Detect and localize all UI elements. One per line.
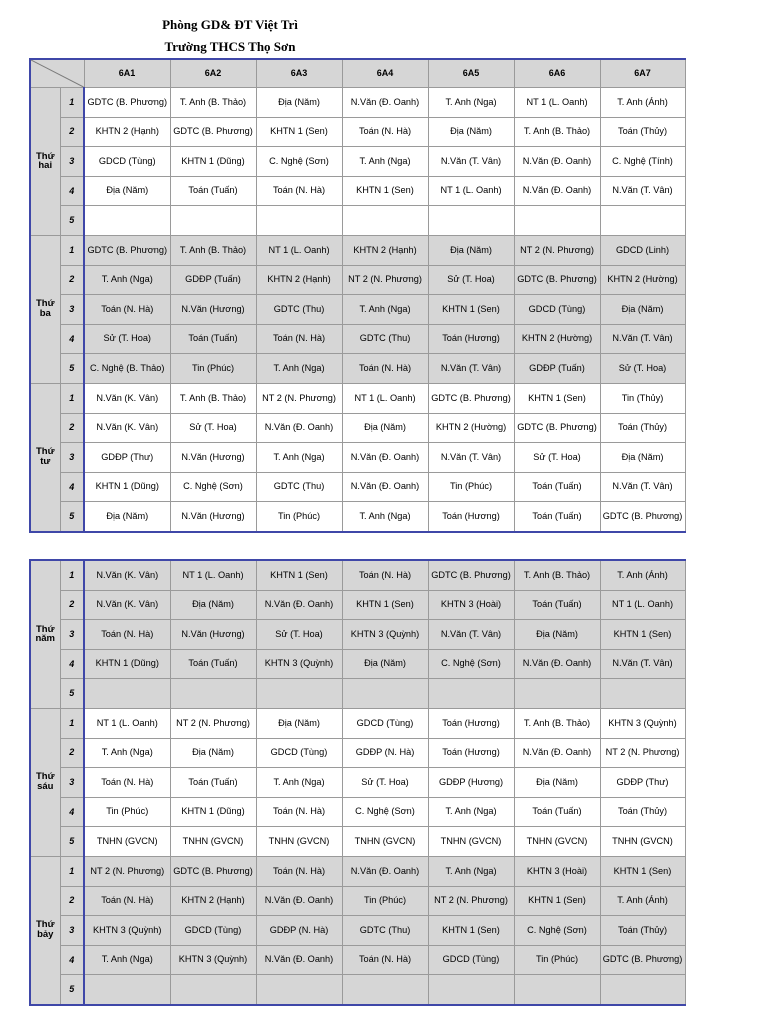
lesson-cell: KHTN 2 (Hạnh)	[170, 886, 256, 916]
period-row	[30, 265, 685, 295]
period-row	[30, 176, 685, 206]
lesson-cell: Toán (Hương)	[428, 324, 514, 354]
period-row	[30, 560, 685, 590]
lesson-cell: KHTN 2 (Hường)	[514, 324, 600, 354]
class-header: 6A4	[342, 59, 428, 88]
class-header: 6A1	[84, 59, 170, 88]
lesson-cell: GDĐP (Thư)	[84, 443, 170, 473]
lesson-cell: Tin (Phúc)	[342, 886, 428, 916]
lesson-cell: C. Nghệ (B. Thảo)	[84, 354, 170, 384]
period-row	[30, 413, 685, 443]
lesson-cell: N.Văn (K. Vân)	[84, 560, 170, 590]
lesson-cell: N.Văn (T. Vân)	[428, 443, 514, 473]
lesson-cell: Địa (Năm)	[428, 117, 514, 147]
lesson-cell: T. Anh (Nga)	[256, 768, 342, 798]
lesson-cell: NT 1 (L. Oanh)	[170, 560, 256, 590]
lesson-cell	[256, 975, 342, 1005]
period-row	[30, 708, 685, 738]
day-label: Thứ tư	[30, 383, 60, 531]
lesson-cell: N.Văn (K. Vân)	[84, 383, 170, 413]
lesson-cell: Sử (T. Hoa)	[84, 324, 170, 354]
period-number: 3	[60, 768, 84, 798]
period-row	[30, 443, 685, 473]
day-label: Thứ ba	[30, 235, 60, 383]
lesson-cell: KHTN 2 (Hường)	[428, 413, 514, 443]
lesson-cell: GDĐP (N. Hà)	[256, 916, 342, 946]
lesson-cell: Địa (Năm)	[170, 590, 256, 620]
lesson-cell: N.Văn (Đ. Oanh)	[342, 88, 428, 118]
lesson-cell: T. Anh (Nga)	[428, 88, 514, 118]
lesson-cell: KHTN 1 (Dũng)	[84, 472, 170, 502]
lesson-cell: T. Anh (B. Thảo)	[514, 560, 600, 590]
lesson-cell: Tin (Phúc)	[514, 945, 600, 975]
lesson-cell: N.Văn (T. Vân)	[600, 176, 685, 206]
lesson-cell: GDTC (B. Phương)	[600, 502, 685, 532]
day-label: Thứ năm	[30, 560, 60, 708]
lesson-cell: Toán (N. Hà)	[256, 797, 342, 827]
lesson-cell	[428, 679, 514, 709]
period-number: 5	[60, 975, 84, 1005]
period-number: 4	[60, 472, 84, 502]
lesson-cell	[342, 679, 428, 709]
lesson-cell: TNHN (GVCN)	[428, 827, 514, 857]
lesson-cell: Toán (N. Hà)	[84, 768, 170, 798]
lesson-cell: Sử (T. Hoa)	[600, 354, 685, 384]
lesson-cell: T. Anh (Ánh)	[600, 560, 685, 590]
lesson-cell: KHTN 3 (Quỳnh)	[84, 916, 170, 946]
lesson-cell: T. Anh (B. Thảo)	[170, 88, 256, 118]
lesson-cell: KHTN 1 (Sen)	[256, 560, 342, 590]
period-row	[30, 354, 685, 384]
day-label: Thứ hai	[30, 88, 60, 236]
period-row	[30, 383, 685, 413]
lesson-cell: KHTN 1 (Sen)	[600, 620, 685, 650]
lesson-cell: Địa (Năm)	[600, 443, 685, 473]
lesson-cell: KHTN 3 (Quỳnh)	[342, 620, 428, 650]
period-row	[30, 472, 685, 502]
lesson-cell	[84, 206, 170, 236]
lesson-cell: Địa (Năm)	[342, 649, 428, 679]
period-number: 3	[60, 620, 84, 650]
lesson-cell: GDĐP (Tuấn)	[170, 265, 256, 295]
period-row	[30, 886, 685, 916]
lesson-cell: T. Anh (B. Thảo)	[170, 235, 256, 265]
lesson-cell: Toán (Tuấn)	[170, 768, 256, 798]
class-header: 6A5	[428, 59, 514, 88]
lesson-cell: GDTC (B. Phương)	[428, 383, 514, 413]
corner-cell	[30, 59, 84, 88]
lesson-cell: Toán (N. Hà)	[342, 354, 428, 384]
lesson-cell: Toán (Hương)	[428, 502, 514, 532]
lesson-cell: GDTC (B. Phương)	[514, 413, 600, 443]
lesson-cell: Địa (Năm)	[514, 768, 600, 798]
period-row	[30, 916, 685, 946]
period-row	[30, 738, 685, 768]
lesson-cell: T. Anh (Nga)	[84, 265, 170, 295]
lesson-cell: GDCD (Tùng)	[256, 738, 342, 768]
lesson-cell: GDĐP (N. Hà)	[342, 738, 428, 768]
day-label: Thứ sáu	[30, 708, 60, 856]
lesson-cell: T. Anh (Nga)	[256, 354, 342, 384]
lesson-cell: Toán (N. Hà)	[342, 945, 428, 975]
lesson-cell: KHTN 3 (Quỳnh)	[170, 945, 256, 975]
lesson-cell: N.Văn (Hương)	[170, 443, 256, 473]
lesson-cell: N.Văn (Đ. Oanh)	[514, 147, 600, 177]
period-row	[30, 649, 685, 679]
lesson-cell: Toán (N. Hà)	[256, 856, 342, 886]
lesson-cell: NT 2 (N. Phương)	[428, 886, 514, 916]
lesson-cell: NT 1 (L. Oanh)	[428, 176, 514, 206]
lesson-cell: N.Văn (K. Vân)	[84, 413, 170, 443]
period-row	[30, 590, 685, 620]
lesson-cell: T. Anh (Nga)	[342, 502, 428, 532]
lesson-cell: Toán (N. Hà)	[84, 620, 170, 650]
lesson-cell: N.Văn (Hương)	[170, 502, 256, 532]
period-row	[30, 117, 685, 147]
period-number: 2	[60, 886, 84, 916]
lesson-cell: NT 2 (N. Phương)	[600, 738, 685, 768]
lesson-cell: TNHN (GVCN)	[342, 827, 428, 857]
lesson-cell: KHTN 2 (Hường)	[600, 265, 685, 295]
period-row	[30, 295, 685, 325]
period-row	[30, 975, 685, 1005]
lesson-cell: NT 2 (N. Phương)	[84, 856, 170, 886]
period-number: 5	[60, 679, 84, 709]
lesson-cell: Tin (Phúc)	[428, 472, 514, 502]
lesson-cell: C. Nghệ (Sơn)	[256, 147, 342, 177]
lesson-cell: Toán (Tuấn)	[514, 502, 600, 532]
lesson-cell: Toán (Thủy)	[600, 117, 685, 147]
period-row	[30, 945, 685, 975]
period-number: 3	[60, 443, 84, 473]
lesson-cell: N.Văn (K. Vân)	[84, 590, 170, 620]
period-number: 1	[60, 856, 84, 886]
lesson-cell: GDTC (B. Phương)	[514, 265, 600, 295]
lesson-cell: NT 1 (L. Oanh)	[514, 88, 600, 118]
lesson-cell	[84, 679, 170, 709]
lesson-cell: GDTC (Thu)	[256, 295, 342, 325]
lesson-cell: Toán (Tuấn)	[170, 176, 256, 206]
lesson-cell: N.Văn (Đ. Oanh)	[256, 886, 342, 916]
period-number: 1	[60, 560, 84, 590]
lesson-cell: Toán (N. Hà)	[256, 324, 342, 354]
period-row	[30, 88, 685, 118]
lesson-cell: N.Văn (T. Vân)	[428, 620, 514, 650]
lesson-cell: Địa (Năm)	[170, 738, 256, 768]
lesson-cell	[600, 679, 685, 709]
lesson-cell: N.Văn (Hương)	[170, 620, 256, 650]
lesson-cell: Tin (Phúc)	[84, 797, 170, 827]
lesson-cell: GDTC (Thu)	[342, 916, 428, 946]
lesson-cell: T. Anh (B. Thảo)	[170, 383, 256, 413]
lesson-cell: GDTC (B. Phương)	[84, 235, 170, 265]
period-number: 3	[60, 147, 84, 177]
lesson-cell: GDĐP (Tuấn)	[514, 354, 600, 384]
lesson-cell: GDTC (B. Phương)	[428, 560, 514, 590]
lesson-cell: C. Nghệ (Sơn)	[428, 649, 514, 679]
period-number: 2	[60, 738, 84, 768]
school-title: Trường THCS Thọ Sơn	[164, 39, 296, 54]
lesson-cell: Địa (Năm)	[428, 235, 514, 265]
period-row	[30, 856, 685, 886]
lesson-cell: NT 2 (N. Phương)	[514, 235, 600, 265]
lesson-cell: Toán (Tuấn)	[170, 324, 256, 354]
lesson-cell: TNHN (GVCN)	[170, 827, 256, 857]
lesson-cell: GDCD (Tùng)	[514, 295, 600, 325]
lesson-cell: N.Văn (Đ. Oanh)	[514, 649, 600, 679]
lesson-cell: Toán (Thủy)	[600, 916, 685, 946]
period-number: 4	[60, 176, 84, 206]
period-number: 1	[60, 88, 84, 118]
period-row	[30, 797, 685, 827]
lesson-cell: N.Văn (T. Vân)	[428, 147, 514, 177]
lesson-cell: N.Văn (T. Vân)	[428, 354, 514, 384]
lesson-cell: T. Anh (Nga)	[428, 797, 514, 827]
lesson-cell: GDTC (B. Phương)	[84, 88, 170, 118]
lesson-cell: Toán (N. Hà)	[256, 176, 342, 206]
lesson-cell: KHTN 1 (Sen)	[428, 295, 514, 325]
lesson-cell: C. Nghệ (Sơn)	[342, 797, 428, 827]
period-number: 4	[60, 797, 84, 827]
lesson-cell: Địa (Năm)	[342, 413, 428, 443]
lesson-cell: N.Văn (Đ. Oanh)	[514, 176, 600, 206]
lesson-cell: GDTC (Thu)	[342, 324, 428, 354]
lesson-cell: KHTN 1 (Sen)	[342, 176, 428, 206]
lesson-cell: Địa (Năm)	[600, 295, 685, 325]
lesson-cell: T. Anh (Nga)	[428, 856, 514, 886]
lesson-cell: KHTN 1 (Sen)	[256, 117, 342, 147]
lesson-cell: Toán (Thủy)	[600, 797, 685, 827]
lesson-cell	[600, 206, 685, 236]
lesson-cell: Sử (T. Hoa)	[256, 620, 342, 650]
lesson-cell	[428, 206, 514, 236]
lesson-cell: C. Nghệ (Tính)	[600, 147, 685, 177]
lesson-cell: N.Văn (Đ. Oanh)	[342, 443, 428, 473]
period-number: 3	[60, 295, 84, 325]
period-number: 2	[60, 265, 84, 295]
lesson-cell: N.Văn (Đ. Oanh)	[256, 945, 342, 975]
lesson-cell: Tin (Phúc)	[170, 354, 256, 384]
lesson-cell: NT 1 (L. Oanh)	[342, 383, 428, 413]
lesson-cell: KHTN 1 (Sen)	[514, 886, 600, 916]
period-row	[30, 206, 685, 236]
lesson-cell: KHTN 1 (Dũng)	[170, 797, 256, 827]
lesson-cell: GDTC (B. Phương)	[170, 856, 256, 886]
period-row	[30, 679, 685, 709]
lesson-cell: GDTC (B. Phương)	[170, 117, 256, 147]
period-number: 4	[60, 649, 84, 679]
lesson-cell: GDCD (Tùng)	[84, 147, 170, 177]
lesson-cell: Tin (Phúc)	[256, 502, 342, 532]
lesson-cell: GDCD (Tùng)	[342, 708, 428, 738]
period-number: 5	[60, 502, 84, 532]
lesson-cell: N.Văn (T. Vân)	[600, 472, 685, 502]
lesson-cell: T. Anh (Nga)	[84, 945, 170, 975]
lesson-cell: N.Văn (T. Vân)	[600, 649, 685, 679]
lesson-cell: Sử (T. Hoa)	[342, 768, 428, 798]
lesson-cell: GDTC (Thu)	[256, 472, 342, 502]
lesson-cell: KHTN 2 (Hạnh)	[256, 265, 342, 295]
period-row	[30, 620, 685, 650]
lesson-cell: T. Anh (Nga)	[342, 295, 428, 325]
class-header: 6A3	[256, 59, 342, 88]
lesson-cell: NT 2 (N. Phương)	[170, 708, 256, 738]
lesson-cell: NT 2 (N. Phương)	[342, 265, 428, 295]
lesson-cell: N.Văn (T. Vân)	[600, 324, 685, 354]
lesson-cell: KHTN 3 (Quỳnh)	[256, 649, 342, 679]
period-number: 4	[60, 945, 84, 975]
lesson-cell: KHTN 3 (Hoài)	[514, 856, 600, 886]
lesson-cell: N.Văn (Đ. Oanh)	[514, 738, 600, 768]
period-number: 1	[60, 708, 84, 738]
period-row	[30, 235, 685, 265]
lesson-cell: T. Anh (Nga)	[84, 738, 170, 768]
lesson-cell	[170, 206, 256, 236]
class-header: 6A2	[170, 59, 256, 88]
lesson-cell: NT 2 (N. Phương)	[256, 383, 342, 413]
lesson-cell: N.Văn (Đ. Oanh)	[256, 413, 342, 443]
lesson-cell: GDCD (Tùng)	[170, 916, 256, 946]
lesson-cell: KHTN 2 (Hạnh)	[84, 117, 170, 147]
lesson-cell	[428, 975, 514, 1005]
lesson-cell: Toán (Tuấn)	[170, 649, 256, 679]
lesson-cell: Sử (T. Hoa)	[170, 413, 256, 443]
office-title: Phòng GD& ĐT Việt Trì	[162, 17, 298, 32]
lesson-cell: Toán (Tuấn)	[514, 590, 600, 620]
lesson-cell	[170, 679, 256, 709]
timetable-bottom	[29, 559, 686, 1006]
lesson-cell: KHTN 1 (Sen)	[428, 916, 514, 946]
lesson-cell: Toán (Hương)	[428, 708, 514, 738]
lesson-cell: Toán (N. Hà)	[342, 117, 428, 147]
lesson-cell: Toán (Tuấn)	[514, 472, 600, 502]
class-header: 6A6	[514, 59, 600, 88]
lesson-cell: NT 1 (L. Oanh)	[256, 235, 342, 265]
period-number: 5	[60, 354, 84, 384]
lesson-cell: Địa (Năm)	[256, 708, 342, 738]
lesson-cell: Toán (Thủy)	[600, 413, 685, 443]
lesson-cell: Địa (Năm)	[256, 88, 342, 118]
lesson-cell: NT 1 (L. Oanh)	[600, 590, 685, 620]
period-row	[30, 502, 685, 532]
lesson-cell: Địa (Năm)	[84, 502, 170, 532]
lesson-cell: N.Văn (Đ. Oanh)	[342, 472, 428, 502]
lesson-cell: Địa (Năm)	[514, 620, 600, 650]
period-number: 5	[60, 827, 84, 857]
period-row	[30, 827, 685, 857]
lesson-cell	[342, 975, 428, 1005]
period-number: 2	[60, 413, 84, 443]
lesson-cell: Toán (Hương)	[428, 738, 514, 768]
lesson-cell: Toán (N. Hà)	[84, 295, 170, 325]
lesson-cell	[600, 975, 685, 1005]
lesson-cell: KHTN 3 (Hoài)	[428, 590, 514, 620]
lesson-cell: Toán (N. Hà)	[342, 560, 428, 590]
lesson-cell: N.Văn (Đ. Oanh)	[256, 590, 342, 620]
lesson-cell	[256, 679, 342, 709]
lesson-cell: NT 1 (L. Oanh)	[84, 708, 170, 738]
lesson-cell	[170, 975, 256, 1005]
lesson-cell: KHTN 1 (Sen)	[514, 383, 600, 413]
lesson-cell: T. Anh (B. Thảo)	[514, 117, 600, 147]
lesson-cell: T. Anh (Nga)	[256, 443, 342, 473]
lesson-cell: Tin (Thủy)	[600, 383, 685, 413]
period-number: 2	[60, 590, 84, 620]
period-number: 3	[60, 916, 84, 946]
period-number: 1	[60, 235, 84, 265]
lesson-cell: Địa (Năm)	[84, 176, 170, 206]
class-header: 6A7	[600, 59, 685, 88]
lesson-cell: T. Anh (Ánh)	[600, 88, 685, 118]
lesson-cell	[514, 206, 600, 236]
period-number: 2	[60, 117, 84, 147]
lesson-cell: T. Anh (B. Thảo)	[514, 708, 600, 738]
class-header-row	[30, 59, 685, 88]
lesson-cell: Sử (T. Hoa)	[428, 265, 514, 295]
lesson-cell: KHTN 2 (Hạnh)	[342, 235, 428, 265]
lesson-cell: Sử (T. Hoa)	[514, 443, 600, 473]
lesson-cell: TNHN (GVCN)	[600, 827, 685, 857]
lesson-cell: N.Văn (Đ. Oanh)	[342, 856, 428, 886]
lesson-cell	[342, 206, 428, 236]
lesson-cell	[84, 975, 170, 1005]
lesson-cell: GDCD (Linh)	[600, 235, 685, 265]
lesson-cell	[256, 206, 342, 236]
lesson-cell: C. Nghệ (Sơn)	[514, 916, 600, 946]
lesson-cell: Toán (N. Hà)	[84, 886, 170, 916]
lesson-cell: KHTN 1 (Sen)	[342, 590, 428, 620]
timetable-top	[29, 58, 686, 533]
day-label: Thứ bảy	[30, 856, 60, 1004]
lesson-cell: C. Nghệ (Sơn)	[170, 472, 256, 502]
lesson-cell: TNHN (GVCN)	[256, 827, 342, 857]
lesson-cell: TNHN (GVCN)	[514, 827, 600, 857]
lesson-cell	[514, 679, 600, 709]
lesson-cell: GDĐP (Thư)	[600, 768, 685, 798]
lesson-cell: KHTN 1 (Sen)	[600, 856, 685, 886]
period-number: 5	[60, 206, 84, 236]
lesson-cell: Toán (Tuấn)	[514, 797, 600, 827]
lesson-cell: GDCD (Tùng)	[428, 945, 514, 975]
period-number: 1	[60, 383, 84, 413]
lesson-cell: GDĐP (Hương)	[428, 768, 514, 798]
period-row	[30, 147, 685, 177]
lesson-cell: T. Anh (Ánh)	[600, 886, 685, 916]
lesson-cell: TNHN (GVCN)	[84, 827, 170, 857]
period-row	[30, 768, 685, 798]
lesson-cell: T. Anh (Nga)	[342, 147, 428, 177]
lesson-cell: GDTC (B. Phương)	[600, 945, 685, 975]
period-number: 4	[60, 324, 84, 354]
lesson-cell: N.Văn (Hương)	[170, 295, 256, 325]
period-row	[30, 324, 685, 354]
lesson-cell	[514, 975, 600, 1005]
lesson-cell: KHTN 1 (Dũng)	[170, 147, 256, 177]
lesson-cell: KHTN 3 (Quỳnh)	[600, 708, 685, 738]
lesson-cell: KHTN 1 (Dũng)	[84, 649, 170, 679]
